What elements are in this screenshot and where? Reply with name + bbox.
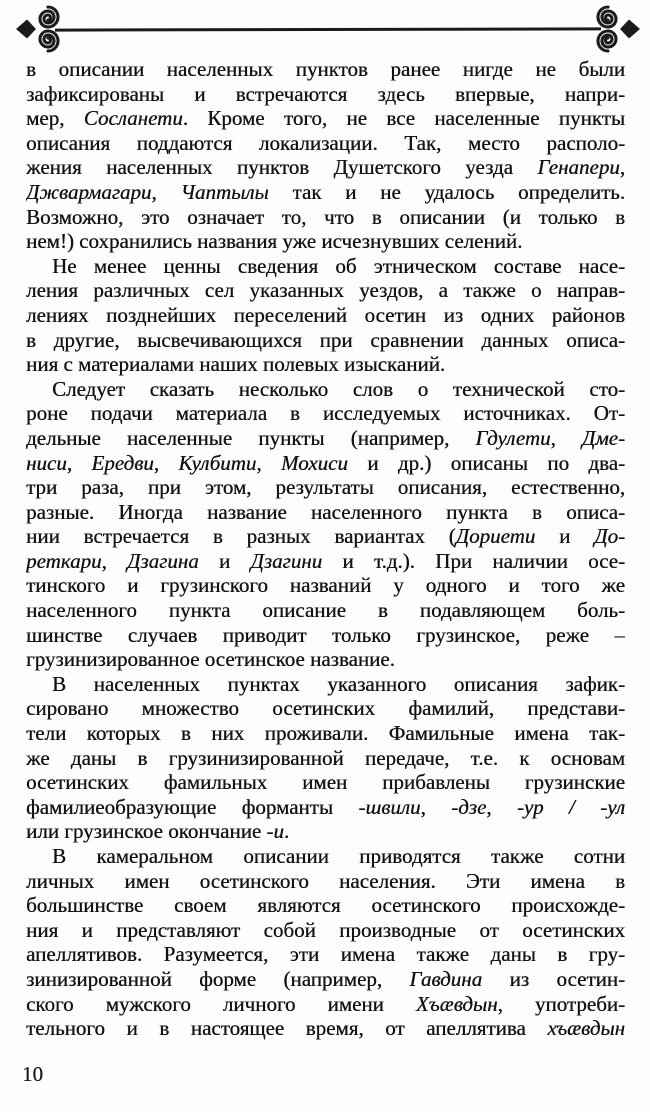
text-run: . Кроме того, не все населенные пункты (182, 106, 625, 131)
text-line-p4-l3 (26, 721, 625, 746)
italic-run: Джвармагари (26, 179, 152, 204)
text-run: ния с материалами наших полевых изысканий. (26, 352, 446, 377)
text-run: шинстве случаев приводит только грузинское, реже – (26, 622, 625, 647)
text-line-p4-l7 (26, 819, 625, 844)
text-run: , (420, 794, 452, 819)
text-run: нем!) сохранились названия уже исчезнувших селений. (26, 229, 523, 254)
text-line-p5-l3 (26, 893, 625, 918)
text-run: лениях позднейших переселений осетин из одних районов (26, 302, 625, 327)
text-line-p1-l2 (26, 82, 625, 107)
text-line-p5-l8 (26, 1016, 625, 1041)
italic-run: Дзагина (127, 548, 199, 573)
text-line-p3-l4 (26, 451, 625, 476)
text-run: разные. Иногда название населенного пункта в описа- (26, 499, 625, 524)
text-line-p3-l6 (26, 500, 625, 525)
text-run: , (550, 425, 582, 450)
italic-run: Гавдина (409, 966, 483, 991)
italic-run: -ур / -ул (516, 794, 625, 819)
text-run: ления различных сел указанных уездов, а также о направ- (26, 278, 625, 303)
text-line-p2-l3 (26, 303, 625, 328)
text-line-p1-l6 (26, 180, 625, 205)
text-line-p3-l11 (26, 623, 625, 648)
text-run: сировано множество осетинских фамилий, представи- (26, 696, 625, 721)
text-run: грузинизированное осетинское название. (26, 647, 395, 672)
text-run: Не менее ценны сведения об этническом составе насе- (52, 253, 625, 278)
italic-run: Хъæвдын (415, 991, 498, 1016)
italic-run: Чаптылы (180, 179, 269, 204)
body-text (26, 57, 625, 1041)
text-line-p1-l4 (26, 131, 625, 156)
text-run: в описании населенных пунктов ранее нигде не были (26, 57, 625, 81)
text-run: личных имен осетинского населения. Эти имена в (26, 868, 625, 893)
text-line-p2-l2 (26, 278, 625, 303)
text-run: тельного и в настоящее время, от апеллятива (26, 1016, 548, 1041)
text-run: , употреби- (497, 991, 625, 1016)
text-run: зинизированной форме (например, (26, 966, 410, 991)
text-run: или грузинское окончание (26, 819, 267, 844)
text-run: , (101, 548, 128, 573)
text-run: апеллятивов. Разумеется, эти имена также даны в гру- (26, 942, 625, 967)
text-run: же даны в грузинизированной передаче, т.е. к основам (26, 745, 625, 770)
italic-run: Дзагини (250, 548, 323, 573)
text-line-p4-l5 (26, 770, 625, 795)
text-line-p4-l6 (26, 795, 625, 820)
text-run: населенного пункта описание в подавляющем боль- (26, 598, 625, 623)
text-line-p2-l1 (26, 254, 625, 279)
text-run: В камеральном описании приводятся также сотни (52, 844, 625, 868)
text-line-p2-l5 (26, 352, 625, 377)
text-run: так и не удалось определить. (268, 179, 625, 204)
text-line-p3-l10 (26, 598, 625, 623)
italic-run: реткари (26, 548, 102, 573)
text-line-p2-l4 (26, 328, 625, 353)
text-run: ского мужского личного имени (26, 991, 416, 1016)
italic-run: -и (266, 819, 284, 844)
italic-run: -дзе (451, 794, 487, 819)
text-run: и т.д.). При наличии осе- (322, 548, 625, 573)
text-run: в другие, высвечивающихся при сравнении данных описа- (26, 327, 625, 352)
text-line-p5-l2 (26, 869, 625, 894)
text-line-p3-l7 (26, 524, 625, 549)
text-run: роне подачи материала в исследуемых источниках. От- (26, 401, 625, 426)
text-line-p5-l4 (26, 918, 625, 943)
text-line-p3-l3 (26, 426, 625, 451)
spiral-finial-right-icon (595, 5, 641, 53)
text-line-p4-l1 (26, 672, 625, 697)
text-line-p1-l5 (26, 155, 625, 180)
page-number: 10 (22, 1062, 43, 1086)
text-line-p3-l2 (26, 401, 625, 426)
text-line-p3-l5 (26, 475, 625, 500)
header-ornament (15, 5, 641, 53)
text-run: три раза, при этом, результаты описания, естественно, (26, 475, 625, 500)
text-run: , (486, 794, 517, 819)
italic-run: До- (594, 524, 625, 549)
text-run: , (256, 450, 281, 475)
text-line-p3-l8 (26, 549, 625, 574)
text-run: большинстве своем являются осетинского происхожде- (26, 893, 625, 918)
text-run: , (151, 179, 181, 204)
text-line-p1-l3 (26, 106, 625, 131)
text-line-p3-l12 (26, 647, 625, 672)
text-run: , (66, 450, 92, 475)
text-run: тинского и грузинского названий у одного и того же (26, 573, 625, 598)
text-run: из осетин- (482, 966, 625, 991)
text-line-p1-l1 (26, 57, 625, 82)
italic-run: Гдулети (475, 425, 551, 450)
text-run: тели которых в них проживали. Фамильные имена так- (26, 721, 625, 746)
text-line-p5-l5 (26, 942, 625, 967)
italic-run: ниси (26, 450, 67, 475)
text-run: , (153, 450, 179, 475)
text-run: . (283, 819, 290, 844)
text-line-p5-l6 (26, 967, 625, 992)
text-run: фамилиеобразующие форманты (26, 794, 359, 819)
text-run: жения населенных пунктов Душетского уезда (26, 155, 538, 180)
italic-run: Кулбити (178, 450, 257, 475)
text-run: и (535, 524, 595, 549)
italic-run: Генапери (537, 155, 620, 180)
text-line-p1-l7 (26, 205, 625, 230)
text-line-p3-l1 (26, 377, 625, 402)
text-line-p4-l2 (26, 696, 625, 721)
text-run: описания поддаются локализации. Так, место располо- (26, 130, 625, 155)
text-run: дельные населенные пункты (например, (26, 425, 476, 450)
italic-run: Ередви (91, 450, 154, 475)
italic-run: хъæвдын (547, 1016, 625, 1041)
text-run: В населенных пунктах указанного описания зафик- (52, 671, 625, 696)
text-run: Возможно, это означает то, что в описании (и только в (26, 204, 625, 229)
text-run: , (619, 155, 625, 180)
header-rule (55, 27, 601, 31)
text-line-p4-l4 (26, 746, 625, 771)
text-run: ния и представляют собой производные от осетинских (26, 917, 625, 942)
text-run: зафиксированы и встречаются здесь впервые, напри- (26, 81, 625, 106)
text-run: и др.) описаны по два- (347, 450, 625, 475)
italic-run: Дориети (455, 524, 536, 549)
italic-run: -швили (358, 794, 421, 819)
text-run: осетинских фамильных имен прибавлены грузинские (26, 770, 625, 795)
text-run: Следует сказать несколько слов о технической сто- (52, 376, 625, 401)
italic-run: Мохиси (280, 450, 348, 475)
text-line-p5-l1 (26, 844, 625, 869)
text-run: мер, (26, 106, 84, 131)
italic-run: Сосланети (83, 106, 183, 131)
italic-run: Дме- (581, 425, 625, 450)
text-run: и (198, 548, 251, 573)
text-line-p1-l8 (26, 229, 625, 254)
text-line-p3-l9 (26, 573, 625, 598)
text-line-p5-l7 (26, 992, 625, 1017)
text-run: нии встречается в разных вариантах ( (26, 524, 456, 549)
